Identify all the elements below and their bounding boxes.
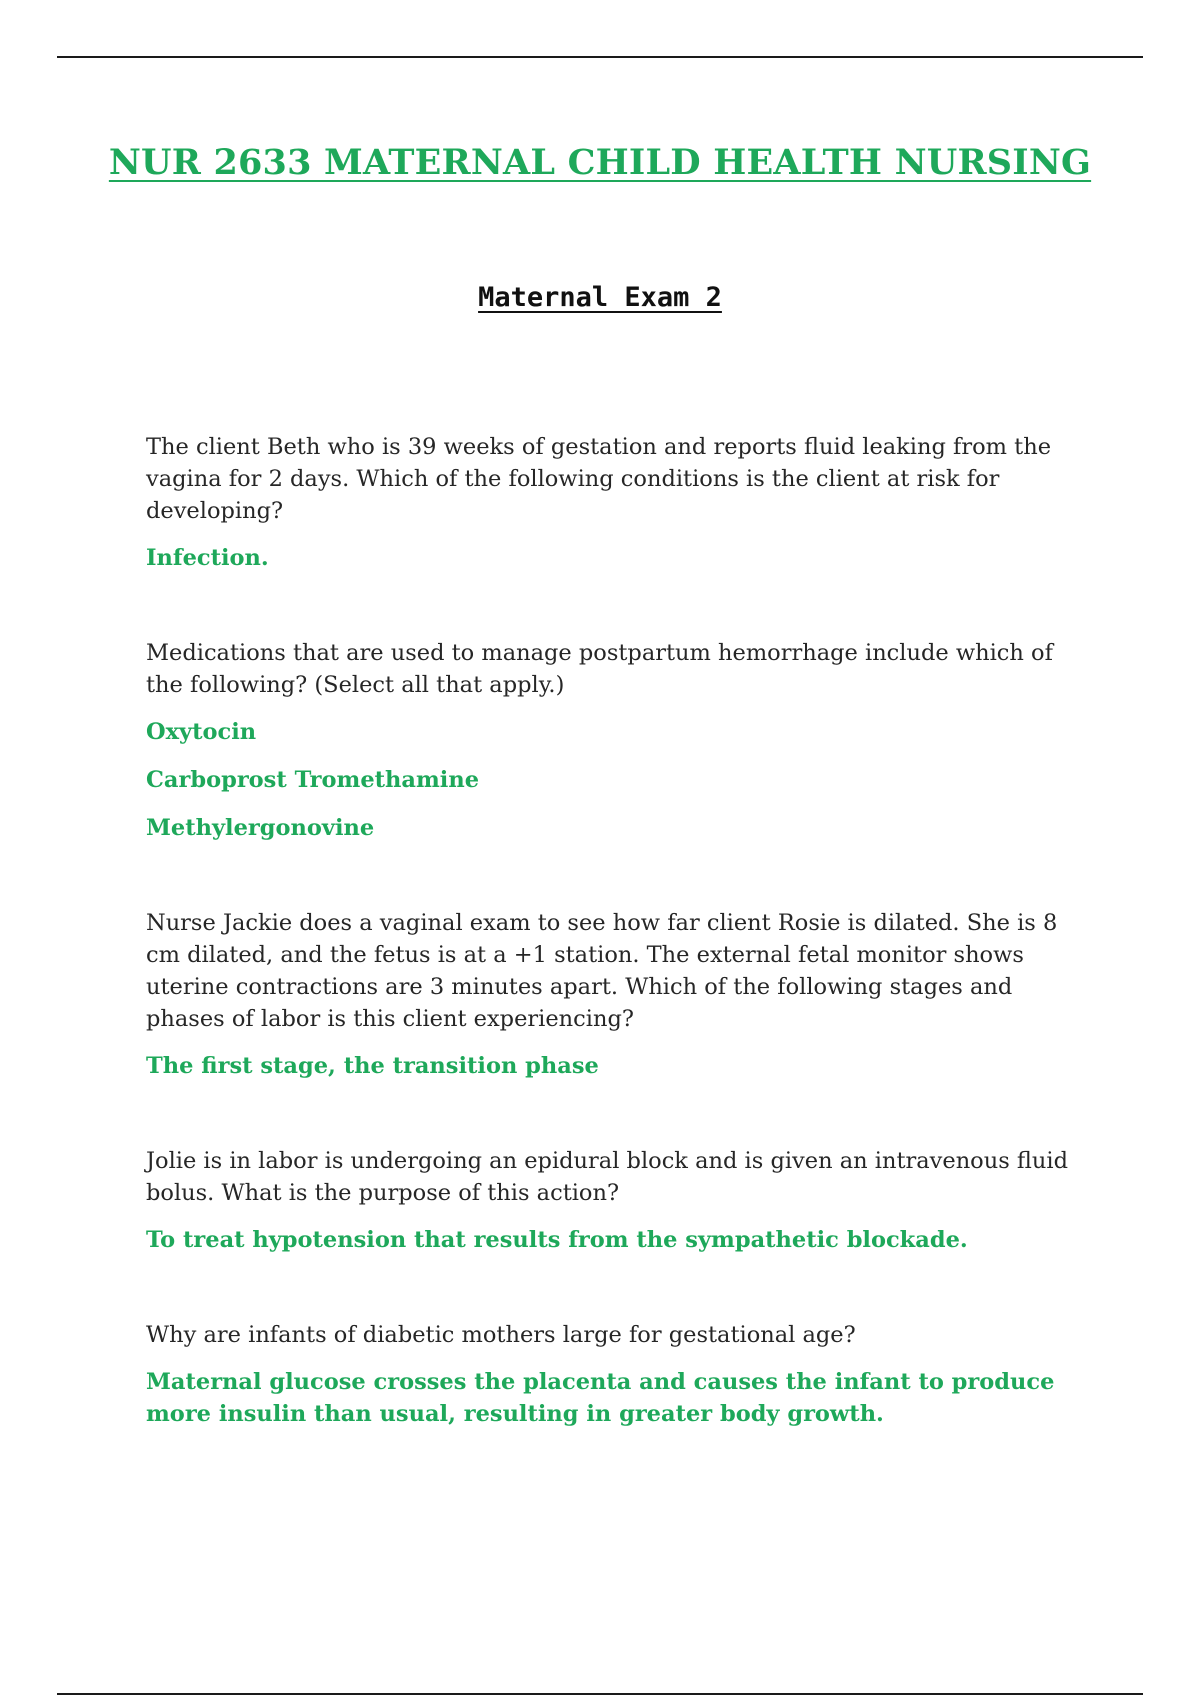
question-block-3: [146, 907, 1096, 1082]
question-text: Jolie is in labor is undergoing an epidural block and is given an intravenous fluid bolus. What is the purpose of this action?: [146, 1148, 1069, 1206]
top-rule: [57, 56, 1143, 58]
answer-text: Carboprost Tromethamine: [146, 767, 480, 793]
answer-text: To treat hypotension that results from the sympathetic blockade.: [146, 1227, 968, 1253]
question-text: Medications that are used to manage postpartum hemorrhage include which of the following? (Select all that apply.): [146, 640, 1053, 698]
question-text: Nurse Jackie does a vaginal exam to see how far client Rosie is dilated. She is 8 cm dilated, and the fetus is at a +1 station. The external fetal monitor shows uterine contractions are 3 minutes apart. Which of the following stages and phases of labor is this client experiencing?: [146, 910, 1058, 1032]
question-block-5: [146, 1319, 1096, 1430]
answer-text: The first stage, the transition phase: [146, 1053, 599, 1079]
question-block-1: [146, 431, 1096, 574]
question-block-4: [146, 1145, 1096, 1256]
document-subtitle: Maternal Exam 2: [478, 282, 722, 313]
document-title: NUR 2633 MATERNAL CHILD HEALTH NURSING: [108, 142, 1092, 183]
question-text: Why are infants of diabetic mothers large for gestational age?: [146, 1322, 856, 1348]
question-text: The client Beth who is 39 weeks of gestation and reports fluid leaking from the vagina for 2 days. Which of the following conditions is the client at risk for developing?: [146, 434, 1052, 524]
question-list: [146, 431, 1096, 1430]
answer-text: Oxytocin: [146, 719, 257, 745]
question-block-2: [146, 637, 1096, 844]
bottom-rule: [57, 1693, 1143, 1695]
answer-text: Maternal glucose crosses the placenta and causes the infant to produce more insulin than usual, resulting in greater body growth.: [146, 1369, 1055, 1427]
answer-text: Methylergonovine: [146, 815, 375, 841]
answer-text: Infection.: [146, 545, 269, 571]
